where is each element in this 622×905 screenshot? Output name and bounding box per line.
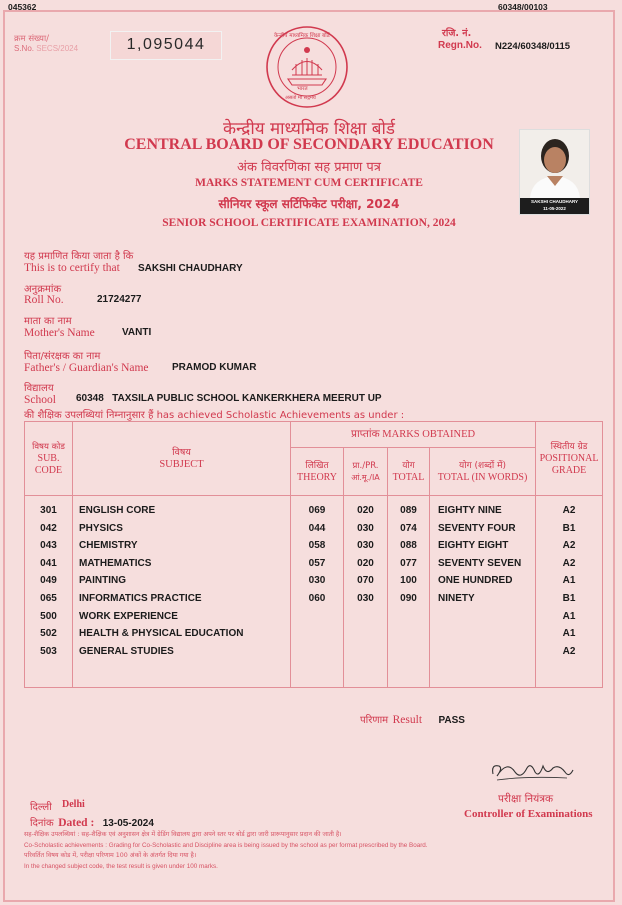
words-column <box>430 496 536 688</box>
seal-ring-text: केन्द्रीय माध्यमिक शिक्षा बोर्ड <box>274 33 330 39</box>
certificate-title-hindi: अंक विवरणिका सह प्रमाण पत्र <box>237 160 381 175</box>
codes-column <box>25 496 73 688</box>
col-header-marks-obtained: प्राप्तांक MARKS OBTAINED <box>291 422 536 448</box>
serial-number: 1,095044 <box>126 36 206 53</box>
regn-number: N224/60348/0115 <box>495 41 571 52</box>
row-6-words: NINETY <box>438 592 475 604</box>
row-2-code: 042 <box>40 522 57 534</box>
school-name: 60348 TAXSILA PUBLIC SCHOOL KANKERKHERA MEERUT UP <box>76 393 382 404</box>
row-3-pr: 030 <box>357 540 374 552</box>
row-2-subject: PHYSICS <box>79 522 123 534</box>
row-5-grade: A1 <box>562 575 576 587</box>
col-header-total: योग TOTAL <box>388 448 430 496</box>
board-name-hindi: केन्द्रीय माध्यमिक शिक्षा बोर्ड <box>222 119 396 139</box>
total-column <box>388 496 430 688</box>
row-9-grade: A2 <box>562 645 576 657</box>
row-4-words: SEVENTY SEVEN <box>438 557 522 569</box>
roll-label-hindi: अनुक्रमांक <box>24 284 62 295</box>
row-9-subject: GENERAL STUDIES <box>79 645 174 657</box>
row-6-grade: B1 <box>562 592 576 604</box>
row-7-total <box>388 608 429 626</box>
row-9-pr <box>344 643 387 661</box>
student-photo <box>519 129 590 215</box>
row-7-theory <box>291 608 343 626</box>
serial-label-hindi: क्रम संख्या/ <box>14 34 50 44</box>
row-9-words <box>438 643 535 661</box>
marks-body <box>25 496 603 688</box>
exam-title: SENIOR SCHOOL CERTIFICATE EXAMINATION, 2024 <box>162 217 456 229</box>
row-2-words: SEVENTY FOUR <box>438 522 516 534</box>
mother-label-hindi: माता का नाम <box>24 316 72 327</box>
controller-hindi: परीक्षा नियंत्रक <box>498 793 554 805</box>
col-header-total-words: योग (शब्दों में) TOTAL (IN WORDS) <box>430 448 536 496</box>
date-line: दिनांक Dated : 13-05-2024 <box>30 817 154 829</box>
row-1-theory: 069 <box>308 505 326 516</box>
roll-number: 21724277 <box>97 294 142 305</box>
photo-date: 11-05-2022 <box>543 206 566 211</box>
row-1-subject: ENGLISH CORE <box>79 505 156 516</box>
achievements-statement: की शैक्षिक उपलब्धियां निम्नानुसार हैं has achieved Scholastic Achievements as under : <box>24 410 405 421</box>
row-7-grade: A1 <box>562 610 576 622</box>
row-8-grade: A1 <box>562 628 576 640</box>
row-4-grade: A2 <box>562 557 576 569</box>
controller-signature <box>487 754 577 788</box>
row-8-words <box>438 625 535 643</box>
photo-caption <box>520 198 589 214</box>
col-header-practical: प्रा./PR. आं.मू./IA <box>344 448 388 496</box>
school-label: School <box>24 394 56 406</box>
row-8-total <box>388 625 429 643</box>
row-3-words: EIGHTY EIGHT <box>438 540 509 552</box>
row-6-pr: 030 <box>357 592 374 604</box>
place-hindi: दिल्ली <box>30 802 52 813</box>
note-hindi-2: परिवर्तित विषय कोड में, परीक्षा परिणाम 100 अंकों के अंतर्गत दिया गया है। <box>24 852 197 859</box>
mother-name: VANTI <box>122 327 152 338</box>
row-1-total: 089 <box>400 505 417 516</box>
seal-motto: असतो मा सद्गमय <box>285 95 316 101</box>
row-5-subject: PAINTING <box>79 575 127 587</box>
row-4-code: 041 <box>40 557 57 569</box>
row-1-code: 301 <box>40 505 57 516</box>
certificate-title: MARKS STATEMENT CUM CERTIFICATE <box>195 177 423 189</box>
row-6-code: 065 <box>40 592 57 604</box>
row-4-pr: 020 <box>357 557 374 569</box>
result-line: परिणाम Result PASS <box>360 714 465 726</box>
serial-number-box <box>110 31 222 60</box>
row-2-pr: 030 <box>357 522 374 534</box>
row-4-subject: MATHEMATICS <box>79 557 152 569</box>
row-8-subject: HEALTH & PHYSICAL EDUCATION <box>79 628 244 640</box>
footnotes <box>24 830 599 872</box>
certify-label: This is to certify that <box>24 262 120 274</box>
row-5-code: 049 <box>40 575 57 587</box>
exam-title-hindi: सीनियर स्कूल सर्टिफिकेट परीक्षा, 2024 <box>218 197 400 211</box>
row-2-grade: B1 <box>562 522 576 534</box>
regn-label: Regn.No. <box>438 40 482 51</box>
row-4-theory: 057 <box>308 557 326 569</box>
row-8-theory <box>291 625 343 643</box>
mother-label: Mother's Name <box>24 327 95 339</box>
row-5-total: 100 <box>400 575 417 587</box>
row-3-theory: 058 <box>308 540 326 552</box>
row-1-grade: A2 <box>562 505 576 516</box>
row-5-theory: 030 <box>308 575 326 587</box>
practical-column <box>344 496 388 688</box>
seal-country: भारत <box>297 86 308 92</box>
father-label-hindi: पिता/संरक्षक का नाम <box>24 351 101 362</box>
row-2-total: 074 <box>400 522 417 534</box>
student-portrait-icon <box>520 130 589 198</box>
row-3-total: 088 <box>400 540 417 552</box>
row-1-pr: 020 <box>357 505 374 516</box>
roll-label: Roll No. <box>24 294 64 306</box>
row-3-subject: CHEMISTRY <box>79 540 138 552</box>
place: Delhi <box>62 799 85 810</box>
regn-label-hindi: रजि. नं. <box>442 28 472 39</box>
row-4-total: 077 <box>400 557 417 569</box>
col-header-theory: लिखित THEORY <box>291 448 344 496</box>
certify-label-hindi: यह प्रमाणित किया जाता है कि <box>24 251 134 262</box>
row-9-code: 503 <box>40 645 57 657</box>
row-3-grade: A2 <box>562 540 576 552</box>
row-7-code: 500 <box>40 610 57 622</box>
row-6-theory: 060 <box>308 592 326 604</box>
top-right-code: 60348/00103 <box>498 2 548 12</box>
row-9-theory <box>291 643 343 661</box>
row-6-subject: INFORMATICS PRACTICE <box>79 592 202 604</box>
note-english-1: Co-Scholastic achievements : Grading for Co-Scholastic and Discipline area is being issued by the school as per format prescribed by the Board. <box>24 841 428 849</box>
row-5-words: ONE HUNDRED <box>438 575 513 587</box>
note-english-2: In the changed subject code, the test result is given under 100 marks. <box>24 862 218 870</box>
row-9-total <box>388 643 429 661</box>
issue-date: 13-05-2024 <box>102 818 154 829</box>
row-2-theory: 044 <box>308 522 326 534</box>
school-label-hindi: विद्यालय <box>24 383 54 394</box>
row-8-code: 502 <box>40 628 57 640</box>
result-value: PASS <box>438 715 465 726</box>
row-6-total: 090 <box>400 592 417 604</box>
grade-column <box>536 496 603 688</box>
row-8-pr <box>344 625 387 643</box>
note-hindi-1: सह-शैक्षिक उपलब्धियां : सह-शैक्षिक एवं अनुशासन क्षेत्र में ग्रेडिंग विद्यालय द्वारा अपने स्तर पर बोर्ड द्वारा जारी प्रारूपानुसार प्रदान की जाती है। <box>24 831 342 838</box>
father-name: PRAMOD KUMAR <box>172 362 257 373</box>
row-3-code: 043 <box>40 540 57 552</box>
theory-column <box>291 496 344 688</box>
subjects-column <box>73 496 291 688</box>
col-header-grade: स्थितीय ग्रेड POSITIONAL GRADE <box>536 422 603 496</box>
controller-title: Controller of Examinations <box>464 808 593 820</box>
row-7-pr <box>344 608 387 626</box>
top-left-code: 045362 <box>8 2 37 12</box>
student-name: SAKSHI CHAUDHARY <box>138 263 243 274</box>
col-header-code: विषय कोड SUB. CODE <box>25 422 73 496</box>
row-5-pr: 070 <box>357 575 374 587</box>
col-header-subject: विषय SUBJECT <box>73 422 291 496</box>
board-name: CENTRAL BOARD OF SECONDARY EDUCATION <box>124 136 494 153</box>
marks-table <box>24 421 603 688</box>
row-1-words: EIGHTY NINE <box>438 505 502 516</box>
row-7-subject: WORK EXPERIENCE <box>79 610 178 622</box>
serial-label: S.No. SECS/2024 <box>14 44 79 53</box>
row-7-words <box>438 608 535 626</box>
father-label: Father's / Guardian's Name <box>24 362 149 374</box>
photo-name: SAKSHI CHAUDHARY <box>530 199 579 204</box>
